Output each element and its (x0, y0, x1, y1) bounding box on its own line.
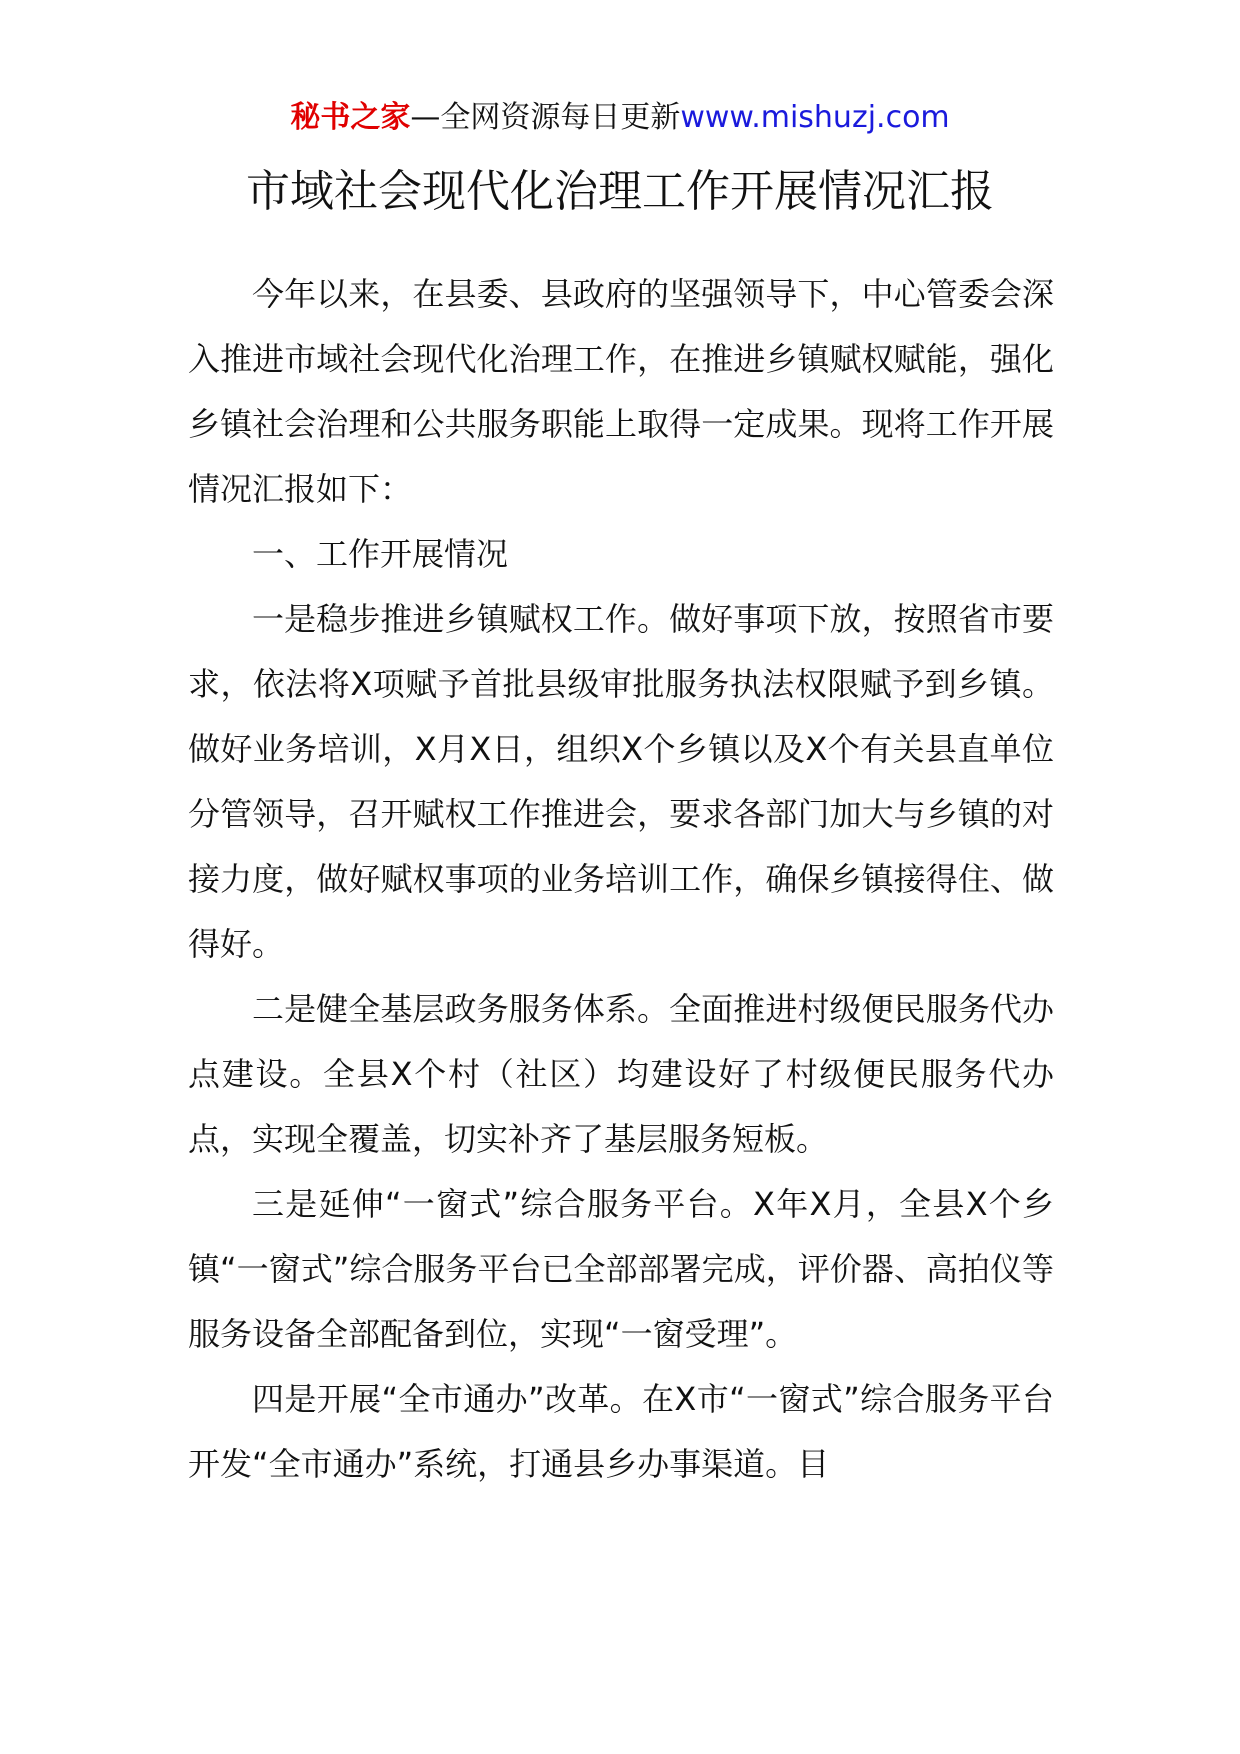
section-heading: 一、工作开展情况 (252, 535, 509, 573)
paragraph-item-1: 一是稳步推进乡镇赋权工作。做好事项下放，按照省市要求，依法将X项赋予首批县级审批服务执法权限赋予到乡镇。做好业务培训，X月X日，组织X个乡镇以及X个有关县直单位分管领导，召开赋权工作推进会，要求各部门加大与乡镇的对接力度，做好赋权事项的业务培训工作，确保乡镇接得住、做得好。 (188, 600, 1054, 963)
document-body (188, 262, 1054, 1497)
paragraph-item-4: 四是开展“全市通办”改革。在X市“一窗式”综合服务平台开发“全市通办”系统，打通县乡办事渠道。目 (188, 1380, 1054, 1483)
paragraph-item-3: 三是延伸“一窗式”综合服务平台。X年X月，全县X个乡镇“一窗式”综合服务平台已全部部署完成，评价器、高拍仪等服务设备全部配备到位，实现“一窗受理”。 (188, 1185, 1054, 1353)
header-tagline: —全网资源每日更新 (410, 100, 681, 135)
paragraph-item-2: 二是健全基层政务服务体系。全面推进村级便民服务代办点建设。全县X个村（社区）均建设好了村级便民服务代办点，实现全覆盖，切实补齐了基层服务短板。 (188, 990, 1054, 1158)
site-url-link[interactable]: www.mishuzj.com (680, 100, 950, 135)
site-header (0, 98, 1240, 138)
document-title: 市域社会现代化治理工作开展情况汇报 (246, 166, 994, 217)
paragraph-intro: 今年以来，在县委、县政府的坚强领导下，中心管委会深入推进市域社会现代化治理工作，在推进乡镇赋权赋能，强化乡镇社会治理和公共服务职能上取得一定成果。现将工作开展情况汇报如下： (188, 275, 1054, 508)
brand-name: 秘书之家 (290, 100, 411, 135)
